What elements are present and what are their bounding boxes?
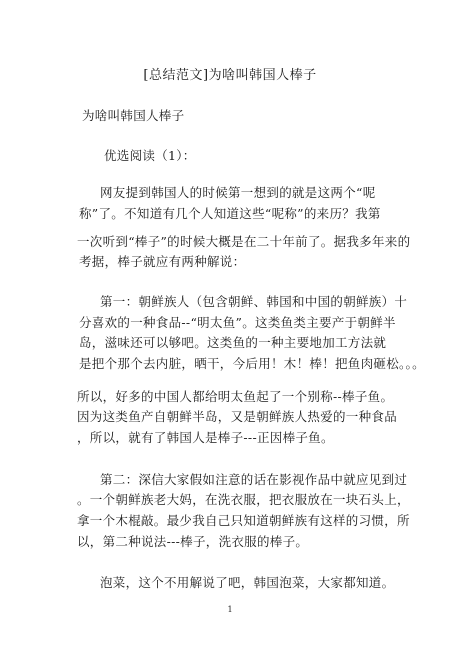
intro-heading: 优选阅读（1）：: [104, 148, 196, 163]
page-number: 1: [227, 605, 233, 614]
paragraph-line: 第二：深信大家假如注意的话在影视作品中就应见到过: [100, 472, 408, 487]
paragraph-line: 所以，好多的中国人都给明太鱼起了一个别称--棒子鱼。: [77, 389, 394, 404]
document-title: [总结范文]为啥叫韩国人棒子: [143, 68, 317, 83]
paragraph-line: ，所以，就有了韩国人是棒子---正因棒子鱼。: [77, 430, 334, 445]
paragraph-line: 岛，滋味还可以够吧。这类鱼的一种主要地加工方法就: [79, 335, 387, 350]
paragraph-line: 考据，棒子就应有两种解说：: [79, 254, 246, 269]
paragraph-line: 网友提到韩国人的时候第一想到的就是这两个“呢: [100, 185, 376, 200]
paragraph-line: 第一：朝鲜族人（包含朝鲜、韩国和中国的朝鲜族）十: [100, 294, 408, 309]
paragraph-line: 因为这类鱼产自朝鲜半岛，又是朝鲜族人热爱的一种食品: [77, 409, 398, 424]
paragraph-line: 泡菜，这个不用解说了吧，韩国泡菜，大家都知道。: [100, 575, 395, 590]
paragraph-line: 拿一个木棍敲。最少我自己只知道朝鲜族有这样的习惯，所: [77, 513, 410, 528]
paragraph-line: 以，第二种说法---棒子，洗衣服的棒子。: [77, 534, 309, 549]
subtitle: 为啥叫韩国人棒子: [82, 108, 185, 123]
paragraph-line: 是把个那个去内脏，晒干，今后用！木！棒！把鱼肉砸松。。。: [79, 356, 425, 371]
paragraph-line: 分喜欢的一种食品--“明太鱼”。这类鱼类主要产于朝鲜半: [79, 315, 396, 330]
paragraph-line: 一次听到“棒子”的时候大概是在二十年前了。据我多年来的: [77, 234, 411, 249]
paragraph-line: 称”了。不知道有几个人知道这些“呢称”的来历？我第: [79, 206, 381, 221]
paragraph-line: 。一个朝鲜族老大妈，在洗衣服，把衣服放在一块石头上，: [77, 492, 410, 507]
